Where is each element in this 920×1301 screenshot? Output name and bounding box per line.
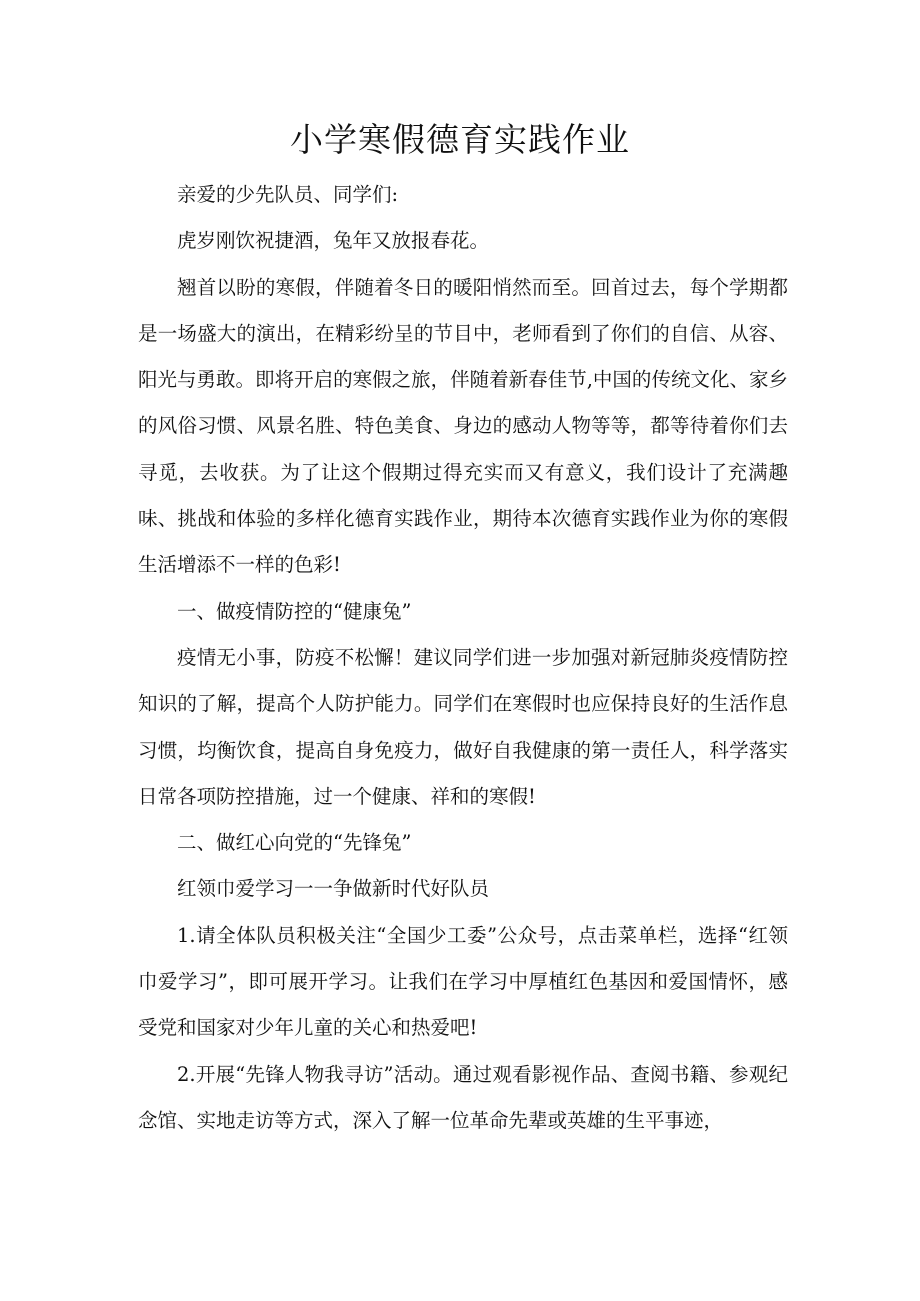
item-2-paragraph: 2.开展“先锋人物我寻访”活动。通过观看影视作品、查阅书籍、参观纪念馆、实地走访等方式，深入了解一位革命先辈或英雄的生平事迹， — [138, 1062, 788, 1132]
document-title: 小学寒假德育实践作业 — [290, 120, 630, 159]
couplet-paragraph: 虎岁刚饮祝捷酒，兔年又放报春花。 — [177, 229, 490, 253]
health-paragraph: 疫情无小事，防疫不松懈！建议同学们进一步加强对新冠肺炎疫情防控知识的了解，提高个人防护能力。同学们在寒假时也应保持良好的生活作息习惯，均衡饮食，提高自身免疫力，做好自我健康的第一责任人，科学落实日常各项防控措施，过一个健康、祥和的寒假! — [138, 645, 788, 808]
subheading-study: 红领巾爱学习一一争做新时代好队员 — [177, 877, 490, 901]
item-1-paragraph: 1.请全体队员积极关注“全国少工委”公众号，点击菜单栏，选择“红领巾爱学习”，即可展开学习。让我们在学习中厚植红色基因和爱国情怀，感受党和国家对少年儿童的关心和热爱吧! — [138, 923, 788, 1040]
document-body — [138, 172, 788, 1144]
section-heading-pioneer: 二、做红心向党的“先锋兔” — [177, 831, 412, 855]
greeting-paragraph: 亲爱的少先队员、同学们: — [177, 183, 399, 206]
intro-paragraph: 翘首以盼的寒假，伴随着冬日的暖阳悄然而至。回首过去，每个学期都是一场盛大的演出，在精彩纷呈的节目中，老师看到了你们的自信、从容、阳光与勇敢。即将开启的寒假之旅，伴随着新春佳节,中国的传统文化、家乡的风俗习惯、风景名胜、特色美食、身边的感动人物等等，都等待着你们去寻觅，去收获。为了让这个假期过得充实而又有意义，我们设计了充满趣味、挑战和体验的多样化德育实践作业，期待本次德育实践作业为你的寒假生活增添不一样的色彩! — [138, 275, 788, 577]
section-heading-health: 一、做疫情防控的“健康兔” — [177, 599, 412, 623]
